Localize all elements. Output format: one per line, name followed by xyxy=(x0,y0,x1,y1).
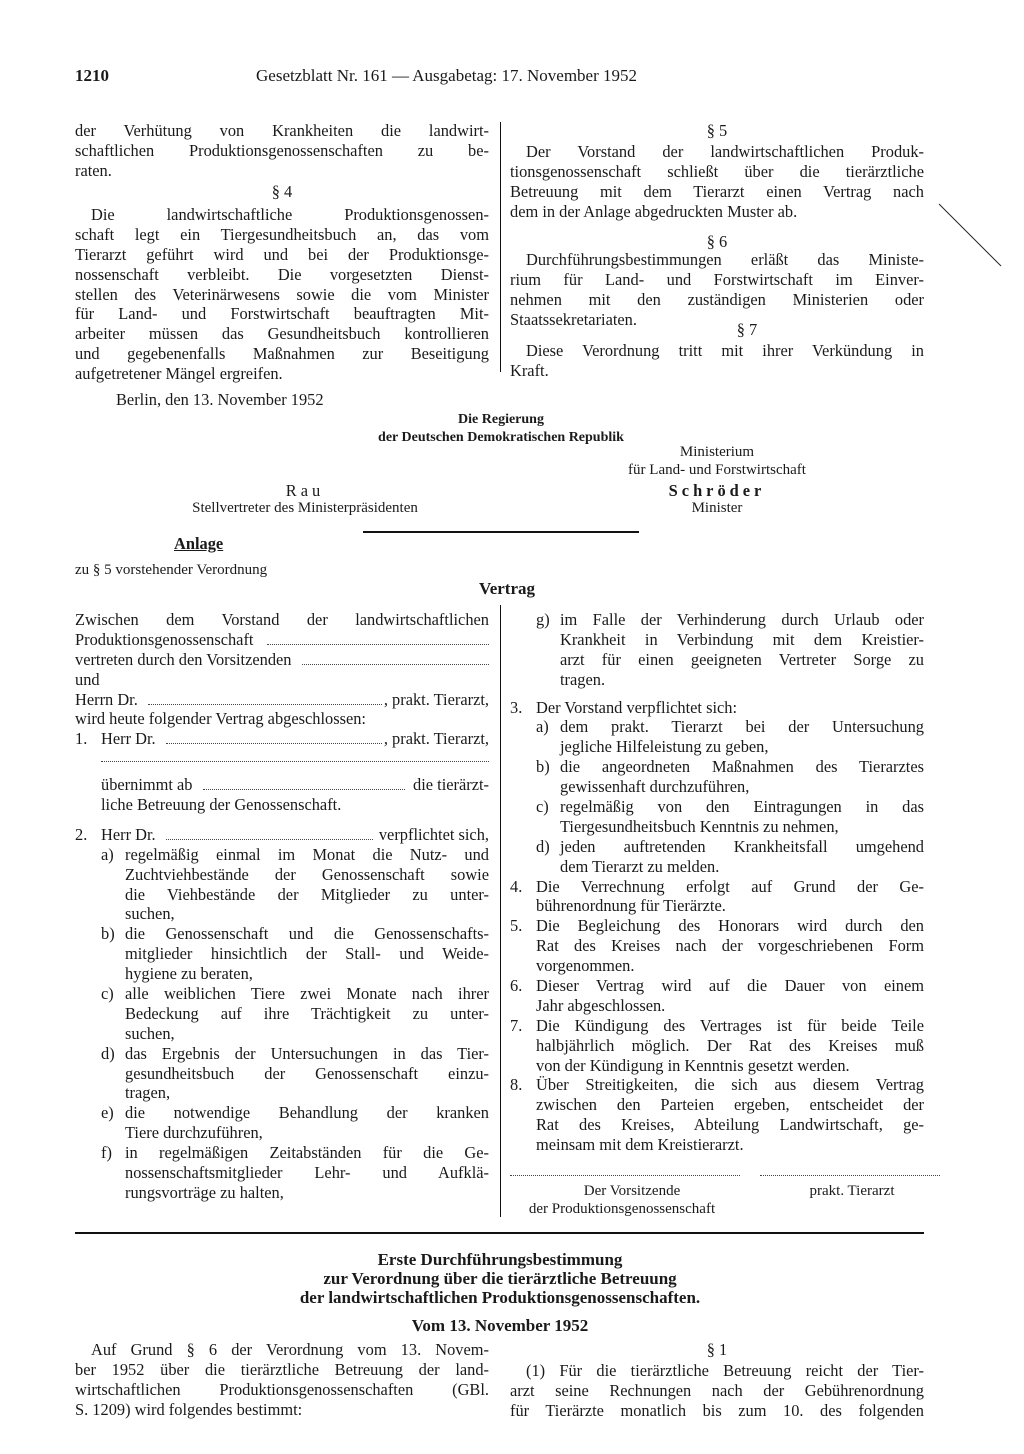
item-number: 3. xyxy=(510,697,523,717)
text-line: die notwendige Behandlung der kranken xyxy=(125,1103,489,1123)
list-item xyxy=(75,1044,489,1104)
deputy-name: Rau xyxy=(285,481,325,500)
text-line: in regelmäßigen Zeitabständen für die Ge- xyxy=(125,1143,489,1163)
list-item xyxy=(510,610,924,690)
text-line: für Land- und Forstwirtschaft beauftragten Mit- xyxy=(75,304,489,324)
text-line: schaftlichen Produktionsgenossenschaften zu be- xyxy=(75,140,489,160)
text-line: raten. xyxy=(75,160,112,180)
list-item xyxy=(510,717,924,757)
text-line: mitglieder hinsichtlich der Stall- und Weide- xyxy=(125,944,489,964)
contract-title: Vertrag xyxy=(478,579,535,598)
text-line: jegliche Hilfeleistung zu geben, xyxy=(560,737,769,757)
section-6-heading: § 6 xyxy=(706,232,728,251)
text-line: und gegebenenfalls Maßnahmen zur Beseitigung xyxy=(75,344,489,364)
text-line: arbeiter müssen das Gesundheitsbuch kontrollieren xyxy=(75,324,489,344)
item-label: a) xyxy=(101,844,114,864)
text-line: zwischen den Parteien ergeben, entscheidet der xyxy=(536,1095,924,1115)
text-line: , prakt. Tierarzt, xyxy=(383,729,489,749)
section-7-body xyxy=(510,341,924,381)
text-line: das Ergebnis der Untersuchungen in das Tier- xyxy=(125,1043,489,1063)
text-line: Produktionsgenossenschaft xyxy=(75,629,254,649)
decree-title-1: Erste Durchführungsbestimmung xyxy=(377,1250,623,1269)
annex-title: Anlage xyxy=(174,534,224,553)
decree-date: Vom 13. November 1952 xyxy=(411,1316,589,1335)
contract-right-column xyxy=(510,610,924,1155)
item-label: d) xyxy=(101,1043,115,1063)
ministry-line-2: für Land- und Forstwirtschaft xyxy=(628,462,806,478)
text-line: S. 1209) wird folgendes bestimmt: xyxy=(75,1399,303,1419)
list-item xyxy=(510,1075,924,1155)
form-line xyxy=(75,749,489,769)
text-line: meinsam mit dem Kreistierarzt. xyxy=(536,1135,744,1155)
text-line: Betreuung mit dem Tierarzt einen Vertrag nach xyxy=(510,181,924,201)
text-line: liche Betreuung der Genossenschaft. xyxy=(101,795,342,815)
item-label: a) xyxy=(536,717,549,737)
item-label: b) xyxy=(101,924,115,944)
ministry-line-1: Ministerium xyxy=(679,444,755,460)
blank-field[interactable] xyxy=(166,827,373,840)
list-item xyxy=(75,1143,489,1203)
text-line: schaft legt ein Tiergesundheitsbuch an, das vom xyxy=(75,224,489,244)
text-line: und xyxy=(75,669,100,689)
text-line: wirtschaftlichen Produktionsgenossenschaften (GBl. xyxy=(75,1379,489,1399)
separator-rule xyxy=(363,531,639,533)
signature-chair-label: Der Vorsitzende xyxy=(583,1183,681,1199)
page-number: 1210 xyxy=(75,66,109,85)
item-label: 4. xyxy=(510,876,523,896)
place-date: Berlin, den 13. November 1952 xyxy=(116,390,324,409)
text-line: (1) Für die tierärztliche Betreuung reicht der Tier- xyxy=(526,1361,924,1380)
text-line: vorgenommen. xyxy=(536,956,635,976)
text-line: Dieser Vertrag wird auf die Dauer von einem xyxy=(536,976,924,996)
list-item xyxy=(510,797,924,837)
section-6-body xyxy=(510,250,924,330)
text-line: jeden auftretenden Krankheitsfall umgehend xyxy=(560,836,924,856)
text-line: tragen. xyxy=(560,669,606,689)
running-title: Gesetzblatt Nr. 161 — Ausgabetag: 17. November 1952 xyxy=(256,66,638,85)
list-item xyxy=(510,877,924,917)
text-line: Die landwirtschaftliche Produktionsgenossen- xyxy=(91,205,489,224)
annex-subtitle: zu § 5 vorstehender Verordnung xyxy=(75,562,268,578)
text-line: dem in der Anlage abgedruckten Muster ab. xyxy=(510,201,798,221)
item-label: e) xyxy=(101,1103,114,1123)
text-line: tionsgenossenschaft schließt über die tierärztliche xyxy=(510,161,924,181)
text-line: Rat des Kreises, Abteilung Landwirtschaft, ge- xyxy=(536,1115,924,1135)
text-line: stellen des Veterinärwesens sowie die vom Minister xyxy=(75,284,489,304)
text-line: arzt seine Rechnungen nach der Gebührenordnung xyxy=(510,1380,924,1400)
government-line-2: der Deutschen Demokratischen Republik xyxy=(378,430,624,445)
list-item xyxy=(75,924,489,984)
text-line: suchen, xyxy=(125,1023,175,1043)
text-line: suchen, xyxy=(125,904,175,924)
blank-field[interactable] xyxy=(148,692,382,705)
form-line xyxy=(75,650,489,670)
list-item xyxy=(510,976,924,1016)
text-line: arzt für einen geeigneten Vertreter Sorge zu xyxy=(560,649,924,669)
text-line: Der Vorstand verpflichtet sich: xyxy=(536,697,738,717)
item-label: 5. xyxy=(510,916,523,936)
text-line: Zuchtviehbestände der Genossenschaft sowie xyxy=(125,864,489,884)
list-item xyxy=(75,1103,489,1143)
decree-title-3: der landwirtschaftlichen Produktionsgenossenschaften. xyxy=(299,1288,701,1307)
item-2-subitem-g xyxy=(510,610,924,690)
left-top-column xyxy=(75,121,489,181)
text-line: Tiere durchzuführen, xyxy=(125,1123,263,1143)
text-line: von der Kündigung in Kenntnis gesetzt werden. xyxy=(536,1055,850,1075)
list-item xyxy=(75,984,489,1044)
text-line: Herrn Dr. xyxy=(75,689,138,709)
text-line: halbjährlich möglich. Der Rat des Kreises muß xyxy=(536,1035,924,1055)
blank-field[interactable] xyxy=(203,777,406,790)
minister-title: Minister xyxy=(691,500,743,516)
item-number: 2. xyxy=(75,824,88,844)
text-line: bührenordnung für Tierärzte. xyxy=(536,896,726,916)
item-label: b) xyxy=(536,757,550,777)
signature-vet-label: prakt. Tierarzt xyxy=(809,1183,895,1199)
form-line xyxy=(75,769,489,795)
form-line xyxy=(75,690,489,710)
text-line: gesundheitsbuch der Genossenschaft einzu- xyxy=(125,1063,489,1083)
text-line: nehmen mit den zuständigen Ministerien oder xyxy=(510,289,924,309)
text-line: im Falle der Verhinderung durch Urlaub oder xyxy=(560,610,924,629)
text-line: regelmäßig einmal im Monat die Nutz- und xyxy=(125,844,489,864)
item-2-line xyxy=(75,815,489,845)
text-line: Tiergesundheitsbuch Kenntnis zu nehmen, xyxy=(560,816,839,836)
list-item xyxy=(75,845,489,925)
text-line: Bedeckung auf ihre Trächtigkeit zu unter- xyxy=(125,1003,489,1023)
text-line: ber 1952 über die tierärztliche Betreuung der land- xyxy=(75,1359,489,1379)
form-line xyxy=(75,630,489,650)
text-line: Herr Dr. xyxy=(101,824,156,844)
signature-chair-label-2: der Produktionsgenossenschaft xyxy=(528,1201,716,1217)
text-line: gewissenhaft durchzuführen, xyxy=(560,777,750,797)
text-line: Die Begleichung des Honorars wird durch den xyxy=(536,916,924,936)
text-line: Herr Dr. xyxy=(101,729,156,749)
text-line: Diese Verordnung tritt mit ihrer Verkündung in xyxy=(526,341,924,360)
text-line: rium für Land- und Forstwirtschaft im Einver- xyxy=(510,269,924,289)
text-line: aufgetretener Mängel ergreifen. xyxy=(75,364,283,384)
decree-section-1-heading: § 1 xyxy=(706,1340,728,1359)
text-line: übernimmt ab xyxy=(101,775,193,795)
signature-line-vet[interactable] xyxy=(760,1175,940,1176)
text-line: alle weiblichen Tiere zwei Monate nach ihrer xyxy=(125,984,489,1004)
text-line: die Genossenschaft und die Genossenschafts- xyxy=(125,924,489,944)
text-line: , prakt. Tierarzt, xyxy=(383,689,489,709)
signature-line-chair[interactable] xyxy=(510,1175,740,1176)
text-line: hygiene zu beraten, xyxy=(125,964,253,984)
item-label: d) xyxy=(536,836,550,856)
column-divider xyxy=(500,605,501,1217)
item-3-line xyxy=(510,698,924,718)
item-label: f) xyxy=(101,1143,112,1163)
minister-name: Schröder xyxy=(668,481,766,500)
text-line: Auf Grund § 6 der Verordnung vom 13. Novem- xyxy=(91,1340,489,1359)
text-line: für Tierärzte monatlich bis zum 10. des folgenden xyxy=(510,1400,924,1420)
margin-mark xyxy=(935,200,1005,270)
section-separator xyxy=(75,1232,924,1234)
list-item xyxy=(510,916,924,976)
blank-field[interactable] xyxy=(101,749,489,762)
section-7-heading: § 7 xyxy=(736,320,758,339)
text-line: Über Streitigkeiten, die sich aus diesem Vertrag xyxy=(536,1075,924,1095)
text-line: Die Verrechnung erfolgt auf Grund der Ge- xyxy=(536,876,924,896)
decree-title-2: zur Verordnung über die tierärztliche Betreuung xyxy=(323,1269,677,1288)
item-label: c) xyxy=(101,984,114,1004)
decree-left-body xyxy=(75,1340,489,1420)
section-5-body xyxy=(510,142,924,222)
text-line: verpflichtet sich, xyxy=(378,824,489,844)
text-line: vertreten durch den Vorsitzenden xyxy=(75,649,292,669)
text-line: rungsvorträge zu halten, xyxy=(125,1182,284,1202)
text-line: nossenschaft verbleibt. Die vorgesetzten Dienst- xyxy=(75,264,489,284)
item-label: c) xyxy=(536,797,549,817)
text-line: die tierärzt- xyxy=(413,775,489,795)
text-line: Rat des Kreises nach der vorgeschriebenen Form xyxy=(536,936,924,956)
text-line: Zwischen dem Vorstand der landwirtschaftlichen xyxy=(75,610,489,629)
item-number: 1. xyxy=(75,729,88,749)
text-line: Staatssekretariaten. xyxy=(510,309,637,329)
text-line: tragen, xyxy=(125,1083,171,1103)
text-line: Der Vorstand der landwirtschaftlichen Produk- xyxy=(526,142,924,161)
text-line: Jahr abgeschlossen. xyxy=(536,995,666,1015)
text-line: Krankheit in Verbindung mit dem Kreistier- xyxy=(560,629,924,649)
item-label: 8. xyxy=(510,1075,523,1095)
text-line: die Viehbestände der Mitglieder zu unter- xyxy=(125,884,489,904)
text-line: regelmäßig von den Eintragungen in das xyxy=(560,797,924,817)
deputy-title: Stellvertreter des Ministerpräsidenten xyxy=(192,500,418,516)
column-divider xyxy=(500,122,501,372)
item-3-subitems xyxy=(510,717,924,876)
item-label: 7. xyxy=(510,1015,523,1035)
text-line: die angeordneten Maßnahmen des Tierarztes xyxy=(560,757,924,777)
text-line: der Verhütung von Krankheiten die landwirt- xyxy=(75,121,489,140)
text-line: Tierarzt geführt wird und bei der Produktionsge- xyxy=(75,244,489,264)
blank-field[interactable] xyxy=(166,731,382,744)
section-4-body xyxy=(75,205,489,384)
item-1-line xyxy=(75,729,489,749)
blank-field[interactable] xyxy=(302,652,490,665)
blank-field[interactable] xyxy=(267,632,489,645)
text-line: Die Kündigung des Vertrages ist für beide Teile xyxy=(536,1015,924,1035)
contract-left-column xyxy=(75,610,489,1203)
list-item xyxy=(510,757,924,797)
decree-right-body xyxy=(510,1361,924,1421)
item-2-subitems xyxy=(75,845,489,1203)
section-4-heading: § 4 xyxy=(271,182,293,201)
text-line: Kraft. xyxy=(510,360,549,380)
list-item xyxy=(510,837,924,877)
text-line: nossenschaftsmitglieder Lehr- und Aufklä- xyxy=(125,1163,489,1183)
government-line-1: Die Regierung xyxy=(458,412,544,427)
text-line: dem prakt. Tierarzt bei der Untersuchung xyxy=(560,717,924,737)
numbered-items xyxy=(510,877,924,1155)
text-line: wird heute folgender Vertrag abgeschlossen: xyxy=(75,709,366,729)
section-5-heading: § 5 xyxy=(706,121,728,140)
item-label: 6. xyxy=(510,976,523,996)
text-line: Durchführungsbestimmungen erläßt das Ministe- xyxy=(526,250,924,269)
item-label: g) xyxy=(536,610,550,629)
text-line: dem Tierarzt zu melden. xyxy=(560,856,720,876)
list-item xyxy=(510,1016,924,1076)
